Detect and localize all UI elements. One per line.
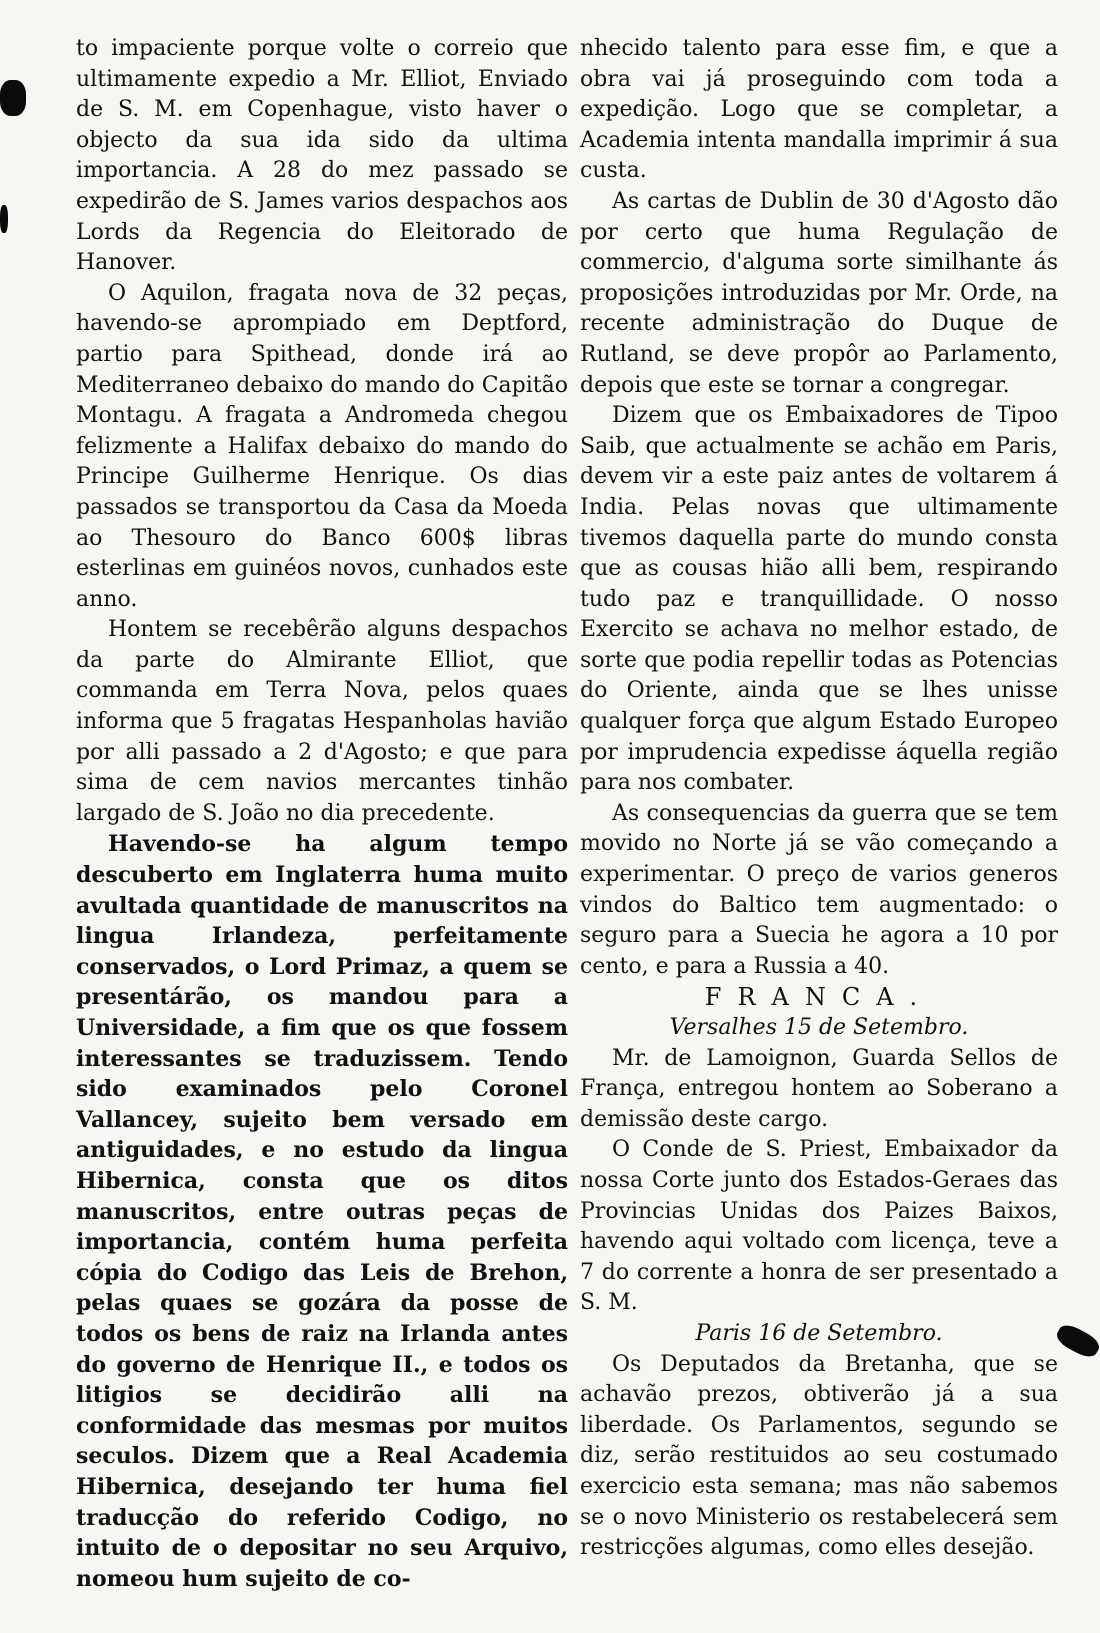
article-paragraph: As cartas de Dublin de 30 d'Agosto dão por certo que huma Regulação de commercio, d'alguma sorte similhante ás proposições introduzidas por Mr. Orde, na recente administração do Duque de Rutland, se deve propôr ao Parlamento, depois que este se tornar a congregar. [580, 188, 1058, 398]
ink-smudge-right [1053, 1321, 1100, 1361]
article-paragraph: O Aquilon, fragata nova de 32 peças, havendo-se aprompiado em Deptford, partio para Spithead, donde irá ao Mediterraneo debaixo do mando do Capitão Montagu. A fragata a Andromeda chegou felizmente a Halifax debaixo do mando do Principe Guilherme Henrique. Os dias passados se transportou da Casa da Moeda ao Thesouro do Banco 600$ libras esterlinas em guinéos novos, cunhados este anno. [76, 280, 568, 612]
article-paragraph: As consequencias da guerra que se tem movido no Norte já se vão começando a experimentar. O preço de varios generos vindos do Baltico tem augmentado: o seguro para a Suecia he agora a 10 por cento, e para a Russia a 40. [580, 800, 1058, 979]
right-column [580, 34, 1058, 1564]
article-paragraph: Mr. de Lamoignon, Guarda Sellos de França, entregou hontem ao Soberano a demissão deste cargo. [580, 1045, 1058, 1132]
left-column [76, 34, 568, 1594]
section-heading: FRANCA. [704, 983, 934, 1012]
ink-smudge-left [0, 205, 8, 233]
dateline: Paris 16 de Setembro. [695, 1320, 943, 1346]
article-paragraph: O Conde de S. Priest, Embaixador da nossa Corte junto dos Estados-Geraes das Provincias Unidas dos Paizes Baixos, havendo aqui voltado com licença, teve a 7 do corrente a honra de ser presentado a S. M. [580, 1137, 1058, 1316]
article-paragraph: nhecido talento para esse fim, e que a obra vai já proseguindo com toda a expedição. Logo que se completar, a Academia intenta mandalla imprimir á sua custa. [580, 36, 1058, 184]
article-paragraph: Hontem se recebêrão alguns despachos da parte do Almirante Elliot, que commanda em Terra Nova, pelos quaes informa que 5 fragatas Hespanholas havião por alli passado a 2 d'Agosto; e que para sima de cem navios mercantes tinhão largado de S. João no dia precedente. [76, 617, 568, 826]
article-paragraph: Havendo-se ha algum tempo descuberto em Inglaterra huma muito avultada quantidade de manuscritos na lingua Irlandeza, perfeitamente conservados, o Lord Primaz, a quem se presentárão, os mandou para a Universidade, a fim que os que fossem interessantes se traduzissem. Tendo sido examinados pelo Coronel Vallancey, sujeito bem versado em antiguidades, e no estudo da lingua Hibernica, consta que os ditos manuscritos, entre outras peças de importancia, contém huma perfeita cópia do Codigo das Leis de Brehon, pelas quaes se gozára da posse de todos os bens de raiz na Irlanda antes do governo de Henrique II., e todos os litigios se decidirão alli na conformidade das mesmas por muitos seculos. Dizem que a Real Academia Hibernica, desejando ter huma fiel traducção do referido Codigo, no intuito de o depositar no seu Arquivo, nomeou hum sujeito de co- [76, 831, 568, 1592]
ink-smudge-top-left [0, 80, 26, 116]
dateline: Versalhes 15 de Setembro. [669, 1015, 969, 1040]
article-paragraph: Dizem que os Embaixadores de Tipoo Saib, que actualmente se achão em Paris, devem vir a este paiz antes de voltarem á India. Pelas novas que ultimamente tivemos daquella parte do mundo consta que as cousas hião alli bem, respirando tudo paz e tranquillidade. O nosso Exercito se achava no melhor estado, de sorte que podia repellir todas as Potencias do Oriente, ainda que se lhes unisse qualquer força que algum Estado Europeo por imprudencia expedisse áquella região para nos combater. [580, 403, 1058, 796]
article-paragraph: to impaciente porque volte o correio que ultimamente expedio a Mr. Elliot, Enviado de S. M. em Copenhague, visto haver o objecto da sua ida sido da ultima importancia. A 28 do mez passado se expedirão de S. James varios despachos aos Lords da Regencia do Eleitorado de Hanover. [76, 36, 568, 276]
article-paragraph: Os Deputados da Bretanha, que se achavão prezos, obtiverão já a sua liberdade. Os Parlamentos, segundo se diz, serão restituidos ao seu costumado exercicio esta semana; mas não sabemos se o novo Ministerio os restabelecerá sem restricções algumas, como elles desejão. [580, 1351, 1058, 1561]
